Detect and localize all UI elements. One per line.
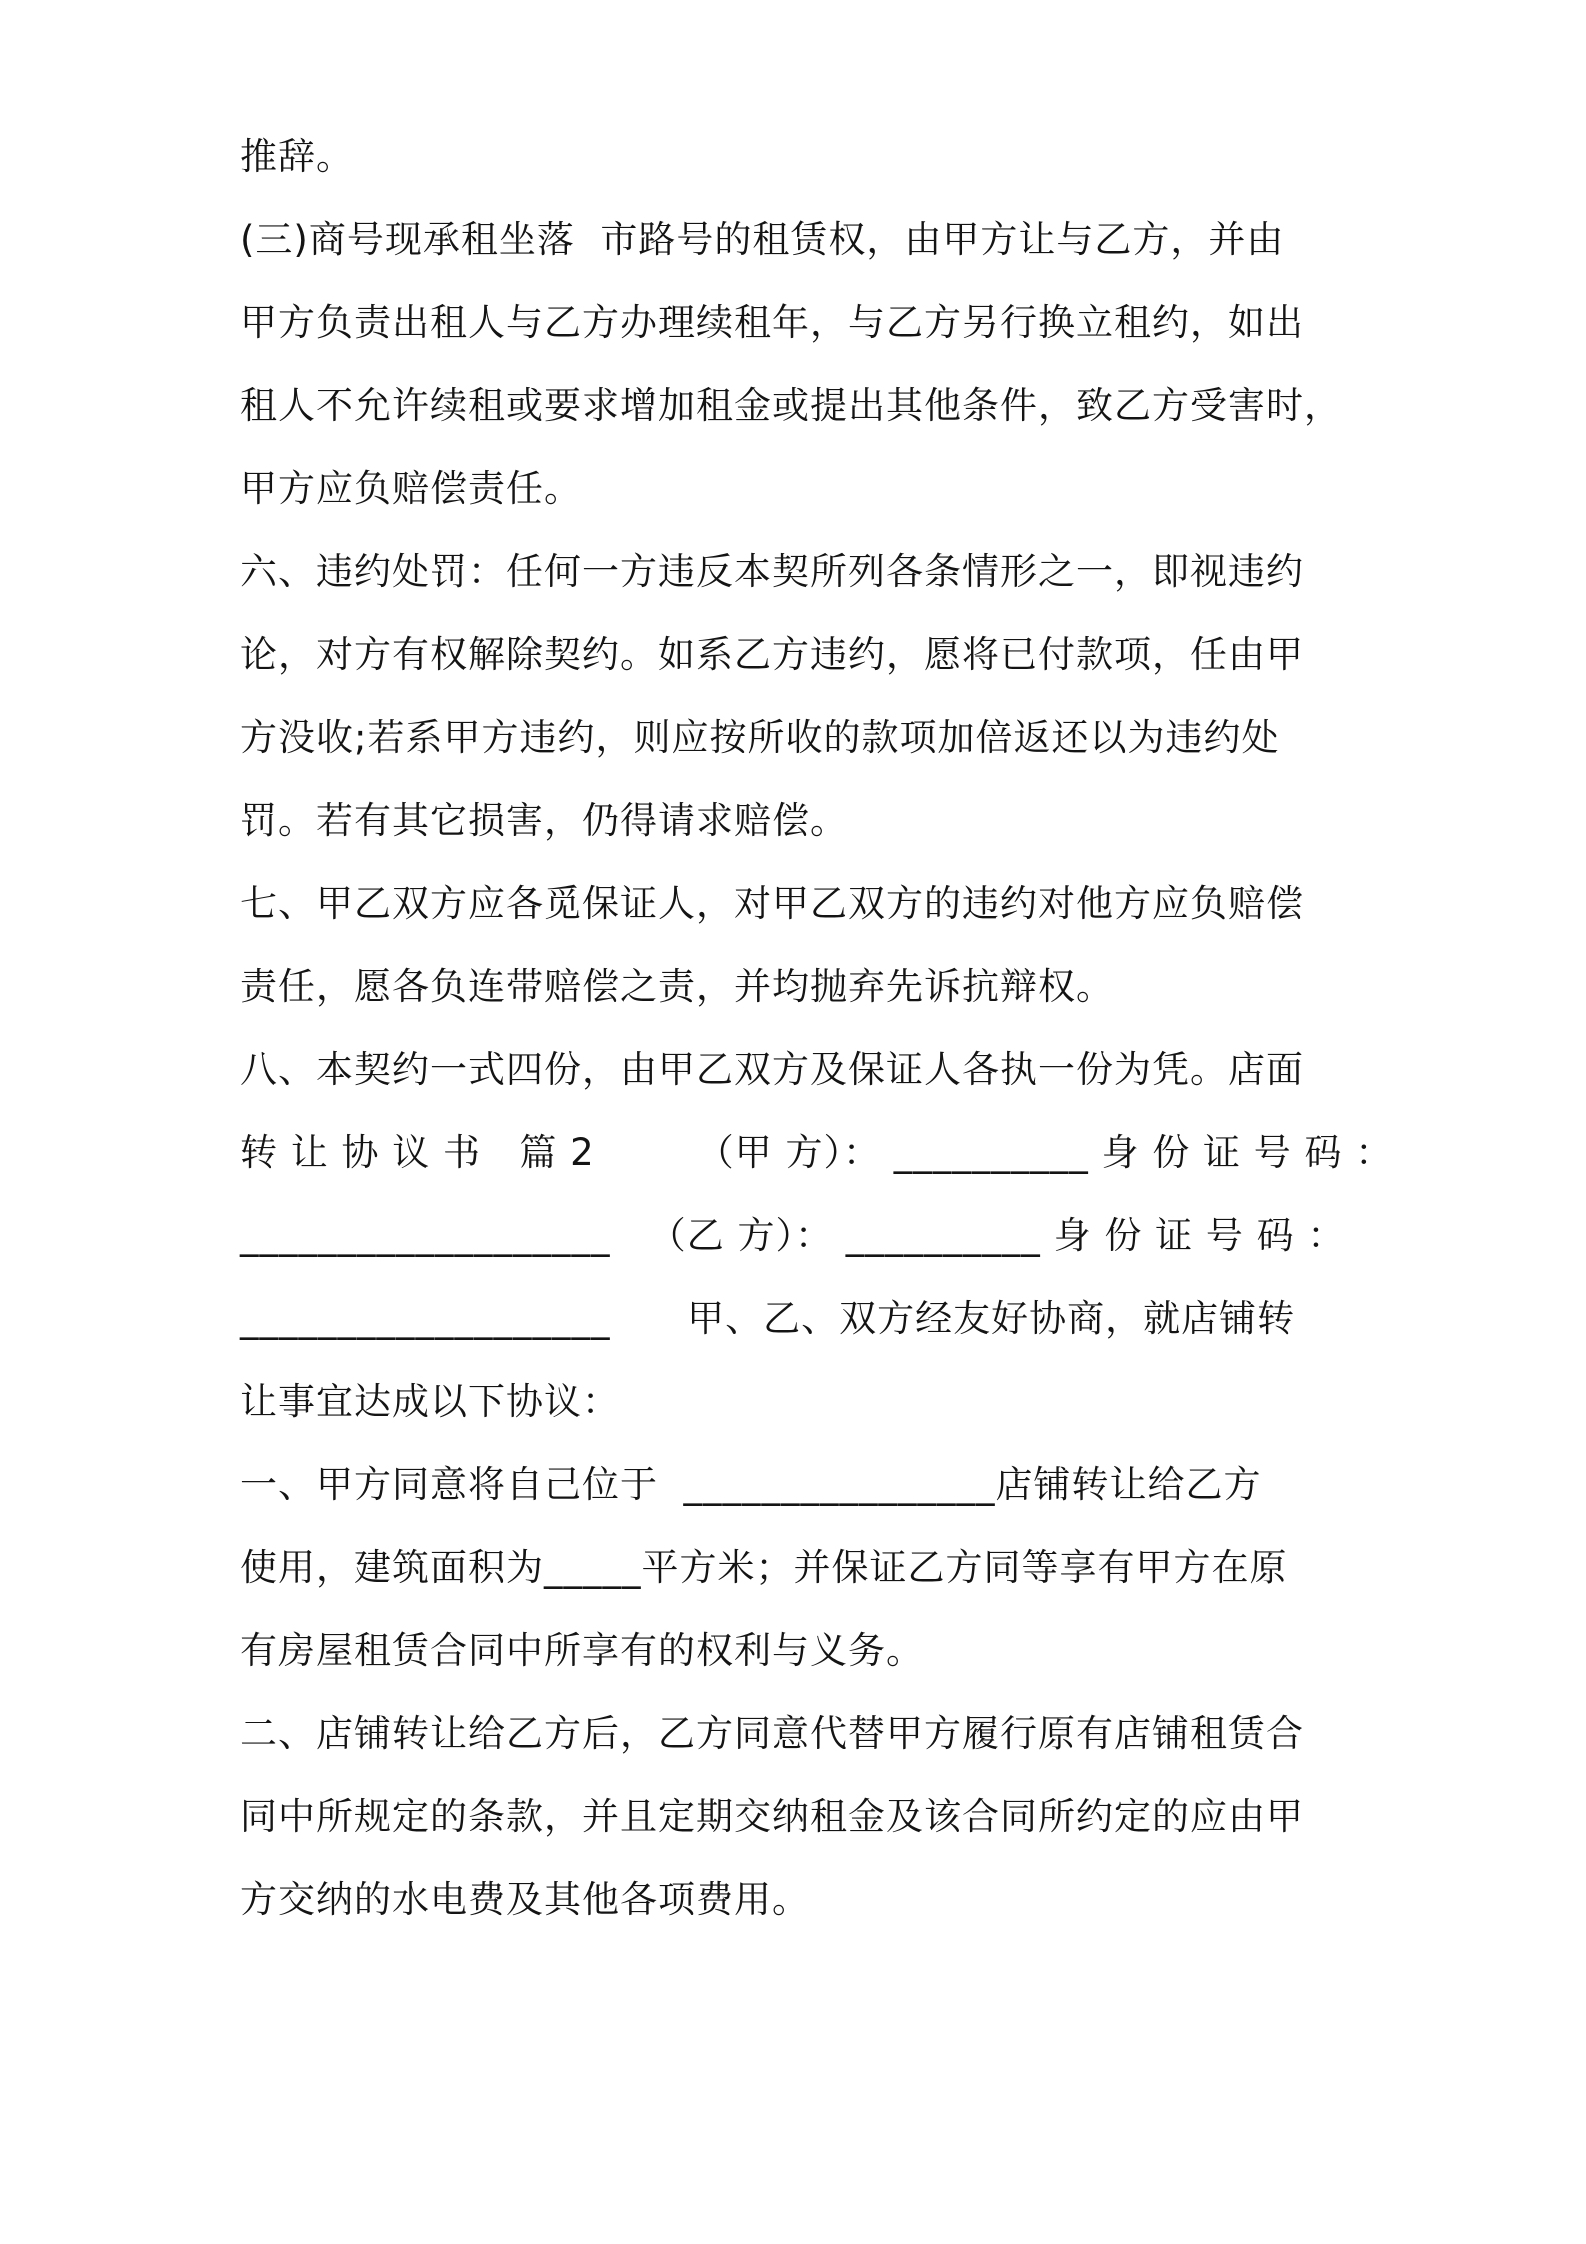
text-line: 二、店铺转让给乙方后，乙方同意代替甲方履行原有店铺租赁合 bbox=[240, 1712, 1304, 1755]
text-line: 甲方应负赔偿责任。 bbox=[240, 467, 582, 510]
text-line: 八、本契约一式四份，由甲乙双方及保证人各执一份为凭。店面 bbox=[240, 1048, 1304, 1091]
text-line: 六、违约处罚：任何一方违反本契所列各条情形之一，即视违约 bbox=[240, 550, 1304, 593]
text-line: 责任，愿各负连带赔偿之责，并均抛弃先诉抗辩权。 bbox=[240, 965, 1114, 1008]
text-line: 甲方负责出租人与乙方办理续租年，与乙方另行换立租约，如出 bbox=[240, 301, 1304, 344]
text-line: 七、甲乙双方应各觅保证人，对甲乙双方的违约对他方应负赔偿 bbox=[240, 882, 1304, 925]
text-line: 使用，建筑面积为_____平方米；并保证乙方同等享有甲方在原 bbox=[240, 1546, 1288, 1589]
text-line: 方交纳的水电费及其他各项费用。 bbox=[240, 1878, 810, 1921]
text-line: ___________________ 甲、乙、双方经友好协商，就店铺转 bbox=[240, 1297, 1296, 1340]
text-line: 转 让 协 议 书 篇 2 （甲 方）： __________ 身 份 证 号 码 ： bbox=[240, 1131, 1394, 1174]
text-line: 论，对方有权解除契约。如系乙方违约，愿将已付款项，任由甲 bbox=[240, 633, 1304, 676]
text-line: 方没收;若系甲方违约，则应按所收的款项加倍返还以为违约处 bbox=[240, 716, 1280, 759]
text-line: 租人不允许续租或要求增加租金或提出其他条件，致乙方受害时， bbox=[240, 384, 1342, 427]
text-line: 让事宜达成以下协议： bbox=[240, 1380, 620, 1423]
text-line: 推辞。 bbox=[240, 135, 354, 178]
text-line: 一、甲方同意将自己位于 ________________店铺转让给乙方 bbox=[240, 1463, 1262, 1506]
text-line: ___________________ （乙 方）： __________ 身 份 证 号 码 ： bbox=[240, 1214, 1346, 1257]
text-line: (三)商号现承租坐落 市路号的租赁权，由甲方让与乙方，并由 bbox=[240, 218, 1285, 261]
text-line: 同中所规定的条款，并且定期交纳租金及该合同所约定的应由甲 bbox=[240, 1795, 1304, 1838]
text-line: 有房屋租赁合同中所享有的权利与义务。 bbox=[240, 1629, 924, 1672]
text-line: 罚。若有其它损害，仍得请求赔偿。 bbox=[240, 799, 848, 842]
